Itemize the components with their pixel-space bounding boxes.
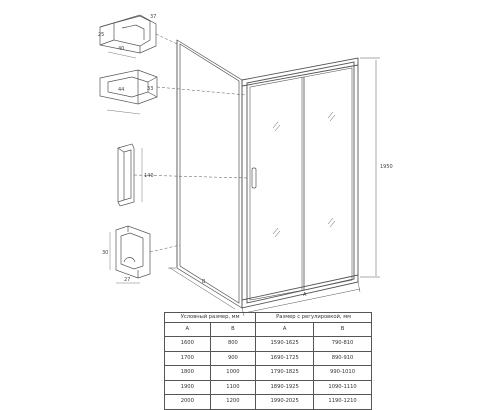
top-profile-label-3: 25: [98, 32, 105, 38]
depth-dimension-line: [168, 268, 235, 309]
height-dimension-line: [360, 58, 380, 277]
table-row: [165, 395, 372, 410]
top-profile-label-2: 37: [150, 14, 157, 20]
width-label: A: [303, 292, 307, 298]
wall-profile-label-1: 30: [102, 250, 109, 256]
table-cell: 900: [210, 351, 256, 366]
table-cell: 1800: [165, 366, 211, 381]
enclosure-front-frame: [242, 58, 358, 308]
top-profile-label-1: 40: [118, 46, 125, 52]
handle-label: 140: [144, 173, 154, 179]
table-cell: 1600: [165, 337, 211, 352]
track-profile-label-2: 33: [147, 86, 154, 92]
track-profile-label-1: 44: [118, 87, 125, 93]
table-cell: 990-1010: [314, 366, 372, 381]
wall-profile-detail: [116, 226, 150, 278]
group-header-adjustable: Размер с регулировкой, мм: [256, 313, 372, 323]
table-cell: 1790-1825: [256, 366, 314, 381]
sub-header: A: [165, 323, 211, 337]
table-row: [165, 380, 372, 395]
table-cell: 1890-1925: [256, 380, 314, 395]
table-cell: 2000: [165, 395, 211, 410]
sub-header: B: [210, 323, 256, 337]
sliding-door-panels: [250, 68, 352, 300]
wall-profile-label-2: 27: [124, 277, 131, 283]
door-handle: [252, 168, 256, 188]
table-cell: 1900: [165, 380, 211, 395]
table-cell: 1190-1210: [314, 395, 372, 410]
table-cell: 1700: [165, 351, 211, 366]
sub-header: A: [256, 323, 314, 337]
handle-detail: [118, 144, 134, 206]
table-cell: 1690-1725: [256, 351, 314, 366]
table-cell: 800: [210, 337, 256, 352]
table-cell: 1200: [210, 395, 256, 410]
enclosure-side-panel: [177, 40, 242, 308]
table-cell: 1000: [210, 366, 256, 381]
depth-label: B: [202, 279, 206, 285]
group-header-nominal: Условный размер, мм: [165, 313, 256, 323]
height-label: 1950: [380, 164, 393, 170]
table-cell: 1100: [210, 380, 256, 395]
size-table: [164, 312, 372, 410]
table-cell: 1590-1625: [256, 337, 314, 352]
sub-header: B: [314, 323, 372, 337]
table-cell: 790-810: [314, 337, 372, 352]
table-cell: 890-910: [314, 351, 372, 366]
table-cell: 1090-1110: [314, 380, 372, 395]
table-row: [165, 337, 372, 352]
table-row: [165, 351, 372, 366]
top-profile-detail: [100, 15, 156, 53]
table-row: [165, 366, 372, 381]
table-cell: 1990-2025: [256, 395, 314, 410]
